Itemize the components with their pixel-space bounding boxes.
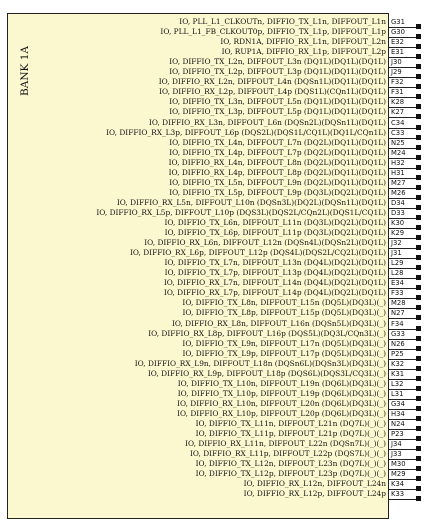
pin-number-label: P23 xyxy=(391,430,404,439)
pin-terminal-icon xyxy=(416,125,421,130)
pin-number-label: L31 xyxy=(391,389,404,398)
pin-number-label: N26 xyxy=(391,339,405,348)
pin-lead-line xyxy=(389,138,418,139)
pin-lead-line xyxy=(389,188,418,189)
pin-function-label: IO, PLL_L1_CLKOUTn, DIFFIO_TX_L1n, DIFFOUT_L1n xyxy=(179,17,386,26)
pin-function-label: IO, DIFFIO_TX_L9n, DIFFOUT_L17n (DQ5L)(DQ3L)(_) xyxy=(182,338,386,348)
pin-function-label: IO, DIFFIO_TX_L5n, DIFFOUT_L9n (DQ2L)(DQ1L)(DQ1L) xyxy=(169,177,386,187)
pin-function-label: IO, DIFFIO_RX_L10n, DIFFOUT_L20n (DQ6L)(DQ3L)(_) xyxy=(177,398,386,408)
pin-terminal-icon xyxy=(416,456,421,461)
pin-function-label: IO, DIFFIO_TX_L2p, DIFFOUT_L3p (DQ1L)(DQ1L)(DQ1L) xyxy=(169,67,386,77)
pin-function-label: IO, DIFFIO_RX_L9p, DIFFOUT_L18p (DQS6L)(DQS3L/CQ3L)(_) xyxy=(147,368,386,378)
pin-function-label: IO, DIFFIO_RX_L12p, DIFFOUT_L24p xyxy=(243,489,386,499)
pin-number-label: N27 xyxy=(391,309,405,318)
pin-terminal-icon xyxy=(416,185,421,190)
pin-terminal-icon xyxy=(416,225,421,230)
pin-terminal-icon xyxy=(416,295,421,300)
pin-function-label: IO, DIFFIO_TX_L10n, DIFFOUT_L19n (DQ6L)(DQ3L)(_) xyxy=(177,378,386,388)
pin-terminal-icon xyxy=(416,436,421,441)
pin-function-label: IO, DIFFIO_RX_L7p, DIFFOUT_L14p (DQ4L)(DQ2L)(DQ1L) xyxy=(163,288,386,298)
pin-number-label: N24 xyxy=(391,420,405,428)
pin-number-label: N25 xyxy=(391,138,405,147)
pin-function-label: IO, DIFFIO_RX_L8p, DIFFOUT_L16p (DQS5L)(DQ3L/CQn3L)(_) xyxy=(148,328,386,338)
pin-lead-line xyxy=(389,469,418,470)
pin-lead-line xyxy=(389,329,418,330)
pin-terminal-icon xyxy=(416,376,421,381)
pin-terminal-icon xyxy=(416,54,421,59)
pin-number-label: L29 xyxy=(391,259,404,268)
pin-number-label: G30 xyxy=(391,28,405,37)
pin-terminal-icon xyxy=(416,195,421,200)
pin-function-label: IO, DIFFIO_TX_L6p, DIFFOUT_L11p (DQ3L)(DQ2L)(DQ1L) xyxy=(164,228,386,238)
pin-number-label: M24 xyxy=(391,148,406,157)
bank-1a-block xyxy=(7,13,389,519)
pin-lead-line xyxy=(389,107,418,108)
pin-terminal-icon xyxy=(416,396,421,401)
pin-lead-line xyxy=(389,499,418,500)
pin-terminal-icon xyxy=(416,255,421,260)
pin-terminal-icon xyxy=(416,336,421,341)
pin-function-label: IO, DIFFIO_TX_L3n, DIFFOUT_L5n (DQ1L)(DQ1L)(DQ1L) xyxy=(169,97,386,107)
pin-lead-line xyxy=(389,318,418,319)
pin-lead-line xyxy=(389,248,418,249)
pin-lead-line xyxy=(389,389,418,390)
pin-terminal-icon xyxy=(416,285,421,290)
pin-number-label: C33 xyxy=(391,128,405,137)
pin-function-label: IO, DIFFIO_RX_L10p, DIFFOUT_L20p (DQ6L)(DQ3L)(_) xyxy=(177,408,386,418)
pin-number-label: G34 xyxy=(391,399,405,408)
pin-lead-line xyxy=(389,117,418,118)
pin-function-label: IO, RUP1A, DIFFIO_RX_L1p, DIFFOUT_L2p xyxy=(221,47,386,57)
pin-lead-line xyxy=(389,87,418,88)
pin-function-label: IO, DIFFIO_RX_L12n, DIFFOUT_L24n xyxy=(243,479,386,489)
pin-number-label: E34 xyxy=(391,279,404,288)
pin-lead-line xyxy=(389,339,418,340)
pin-terminal-icon xyxy=(416,155,421,160)
pin-terminal-icon xyxy=(416,235,421,240)
pin-terminal-icon xyxy=(416,175,421,180)
pin-terminal-icon xyxy=(416,74,421,79)
pin-lead-line xyxy=(389,399,418,400)
pin-number-label: F34 xyxy=(391,319,404,328)
pin-lead-line xyxy=(389,218,418,219)
pin-lead-line xyxy=(389,97,418,98)
pin-lead-line xyxy=(389,208,418,209)
pin-lead-line xyxy=(389,449,418,450)
pin-number-label: J32 xyxy=(391,239,402,248)
pin-number-label: E32 xyxy=(391,38,404,47)
pin-number-label: K29 xyxy=(391,229,405,238)
pin-terminal-icon xyxy=(416,305,421,310)
pin-function-label: IO, DIFFIO_RX_L3p, DIFFOUT_L6p (DQS2L)(DQS1L/CQ1L)(DQ1L/CQn1L) xyxy=(106,127,386,137)
pin-lead-line xyxy=(389,238,418,239)
pin-number-label: J29 xyxy=(391,68,402,77)
pin-terminal-icon xyxy=(416,466,421,471)
pin-terminal-icon xyxy=(416,275,421,280)
pin-number-label: J34 xyxy=(391,440,402,449)
pin-function-label: IO, DIFFIO_TX_L5p, DIFFOUT_L9p (DQ3L)(DQ2L)(DQ1L) xyxy=(169,187,386,197)
pin-lead-line xyxy=(389,439,418,440)
pin-function-label: IO, DIFFIO_TX_L2n, DIFFOUT_L3n (DQ1L)(DQ1L)(DQ1L) xyxy=(169,57,386,67)
pin-lead-line xyxy=(389,369,418,370)
pin-lead-line xyxy=(389,429,418,430)
pin-function-label: IO, DIFFIO_TX_L8n, DIFFOUT_L15n (DQ5L)(DQ3L)(_) xyxy=(182,298,386,308)
pin-terminal-icon xyxy=(416,165,421,170)
pin-terminal-icon xyxy=(416,34,421,39)
pin-lead-line xyxy=(389,168,418,169)
pin-number-label: K31 xyxy=(391,369,405,378)
pin-number-label: H32 xyxy=(391,158,405,167)
pin-number-label: M29 xyxy=(391,470,406,479)
pin-function-label: IO, DIFFIO_RX_L11n, DIFFOUT_L22n (DQSn7L)(_)(_) xyxy=(185,439,386,449)
pin-terminal-icon xyxy=(416,84,421,89)
pin-number-label: K32 xyxy=(391,359,405,368)
pin-terminal-icon xyxy=(416,486,421,491)
pin-lead-line xyxy=(389,459,418,460)
pin-function-label: IO, DIFFIO_TX_L12p, DIFFOUT_L23p (DQ7L)(_)(_) xyxy=(195,469,386,479)
pin-lead-line xyxy=(389,419,418,420)
pin-function-label: IO, DIFFIO_TX_L11n, DIFFOUT_L21n (DQ7L)(_)(_) xyxy=(195,419,386,428)
pin-lead-line xyxy=(389,57,418,58)
pin-function-label: IO, DIFFIO_TX_L10p, DIFFOUT_L19p (DQ6L)(DQ3L)(_) xyxy=(177,388,386,398)
pin-lead-line xyxy=(389,128,418,129)
pin-number-label: M30 xyxy=(391,460,406,469)
pin-lead-line xyxy=(389,268,418,269)
pin-number-label: F33 xyxy=(391,289,404,298)
pin-terminal-icon xyxy=(416,406,421,411)
pin-function-label: IO, DIFFIO_RX_L7n, DIFFOUT_L14n (DQ4L)(DQ2L)(DQ1L) xyxy=(163,278,386,288)
pin-number-label: J30 xyxy=(391,58,402,67)
pin-number-label: L28 xyxy=(391,269,404,278)
pin-function-label: IO, DIFFIO_RX_L6n, DIFFOUT_L12n (DQSn4L)(DQSn2L)(DQ1L) xyxy=(144,238,386,248)
pin-number-label: J33 xyxy=(391,450,402,459)
pin-number-label: J31 xyxy=(391,249,402,258)
pin-number-label: K30 xyxy=(391,219,405,227)
pin-number-label: F31 xyxy=(391,88,404,97)
pin-lead-line xyxy=(389,77,418,78)
pin-terminal-icon xyxy=(416,215,421,220)
pin-terminal-icon xyxy=(416,496,421,501)
pin-function-label: IO, DIFFIO_TX_L7n, DIFFOUT_L13n (DQ4L)(DQ2L)(DQ1L) xyxy=(164,258,386,268)
pin-function-label: IO, DIFFIO_RX_L5p, DIFFOUT_L10p (DQS3L)(DQS2L/CQn2L)(DQS1L/CQ1L) xyxy=(96,207,386,217)
pin-lead-line xyxy=(389,228,418,229)
pin-function-label: IO, DIFFIO_TX_L4n, DIFFOUT_L7n (DQ2L)(DQ1L)(DQ1L) xyxy=(169,137,386,147)
pin-lead-line xyxy=(389,278,418,279)
pin-number-label: H31 xyxy=(391,168,405,177)
pin-terminal-icon xyxy=(416,114,421,119)
pin-number-label: D33 xyxy=(391,208,405,217)
pin-lead-line xyxy=(389,148,418,149)
pin-lead-line xyxy=(389,349,418,350)
pin-terminal-icon xyxy=(416,135,421,140)
pin-lead-line xyxy=(389,489,418,490)
pin-number-label: C34 xyxy=(391,118,405,127)
pin-function-label: IO, DIFFIO_RX_L9n, DIFFOUT_L18n (DQSn6L)(DQSn3L)(DQ3L)(_) xyxy=(134,358,386,368)
pin-lead-line xyxy=(389,47,418,48)
pin-terminal-icon xyxy=(416,366,421,371)
pin-function-label: IO, DIFFIO_RX_L2n, DIFFOUT_L4n (DQSn1L)(DQ1L)(DQ1L) xyxy=(158,77,386,87)
pin-terminal-icon xyxy=(416,346,421,351)
pin-number-label: P25 xyxy=(391,349,404,358)
pin-lead-line xyxy=(389,308,418,309)
pin-number-label: G31 xyxy=(391,18,405,26)
bank-title xyxy=(13,42,37,100)
pin-function-label: IO, PLL_L1_FB_CLKOUT0p, DIFFIO_TX_L1p, DIFFOUT_L1p xyxy=(160,27,386,37)
bank-title-text: BANK 1A xyxy=(19,46,31,96)
pin-function-label: IO, DIFFIO_RX_L6p, DIFFOUT_L12p (DQS4L)(DQS2L/CQ2L)(DQ1L) xyxy=(129,248,386,258)
pin-function-label: IO, DIFFIO_TX_L12n, DIFFOUT_L23n (DQ7L)(_)(_) xyxy=(195,459,386,469)
pin-terminal-icon xyxy=(416,386,421,391)
pin-lead-line xyxy=(389,379,418,380)
pin-function-label: IO, DIFFIO_RX_L4p, DIFFOUT_L8p (DQ2L)(DQ1L)(DQ1L) xyxy=(168,167,386,177)
pin-lead-line xyxy=(389,479,418,480)
pin-function-label: IO, DIFFIO_TX_L11p, DIFFOUT_L21p (DQ7L)(_)(_) xyxy=(195,429,386,439)
pin-number-label: F32 xyxy=(391,78,404,87)
pin-function-label: IO, DIFFIO_RX_L4n, DIFFOUT_L8n (DQ2L)(DQ1L)(DQ1L) xyxy=(168,157,386,167)
pin-terminal-icon xyxy=(416,265,421,270)
pin-terminal-icon xyxy=(416,416,421,421)
pin-lead-line xyxy=(389,37,418,38)
pin-function-label: IO, DIFFIO_RX_L5n, DIFFOUT_L10n (DQSn3L)(DQ2L)(DQSn1L)(DQ1L) xyxy=(116,197,386,207)
pin-number-label: E31 xyxy=(391,48,404,57)
pin-lead-line xyxy=(389,178,418,179)
pin-function-label: IO, DIFFIO_TX_L9p, DIFFOUT_L17p (DQ5L)(DQ3L)(_) xyxy=(182,348,386,358)
pin-terminal-icon xyxy=(416,326,421,331)
pin-function-label: IO, DIFFIO_TX_L7p, DIFFOUT_L13p (DQ4L)(DQ2L)(DQ1L) xyxy=(164,268,386,278)
pin-lead-line xyxy=(389,198,418,199)
pin-number-label: K28 xyxy=(391,98,405,107)
pin-terminal-icon xyxy=(416,205,421,210)
pin-number-label: M26 xyxy=(391,188,406,197)
pin-terminal-icon xyxy=(416,245,421,250)
pin-terminal-icon xyxy=(416,94,421,99)
pin-number-label: D34 xyxy=(391,198,405,207)
pin-number-label: H34 xyxy=(391,409,405,418)
pin-function-label: IO, DIFFIO_RX_L2p, DIFFOUT_L4p (DQS1L)(CQn1L)(DQ1L) xyxy=(159,87,386,97)
pin-lead-line xyxy=(389,298,418,299)
pin-function-label: IO, DIFFIO_TX_L6n, DIFFOUT_L11n (DQ3L)(DQ2L)(DQ1L) xyxy=(164,218,386,227)
pin-lead-line xyxy=(389,158,418,159)
pin-number-label: K27 xyxy=(391,108,405,117)
pin-terminal-icon xyxy=(416,356,421,361)
pin-terminal-icon xyxy=(416,476,421,481)
pin-terminal-icon xyxy=(416,446,421,451)
pin-function-label: IO, DIFFIO_TX_L3p, DIFFOUT_L5p (DQ1L)(DQ1L)(DQ1L) xyxy=(169,107,386,117)
pin-lead-line xyxy=(389,27,418,28)
pin-number-label: M27 xyxy=(391,178,406,187)
pin-terminal-icon xyxy=(416,145,421,150)
pin-terminal-icon xyxy=(416,64,421,69)
pin-lead-line xyxy=(389,409,418,410)
pin-number-label: K33 xyxy=(391,490,405,499)
pin-number-label: M28 xyxy=(391,299,406,308)
pin-number-label: G33 xyxy=(391,329,405,338)
pin-function-label: IO, RDN1A, DIFFIO_RX_L1n, DIFFOUT_L2n xyxy=(220,37,386,47)
pin-lead-line xyxy=(389,288,418,289)
pin-terminal-icon xyxy=(416,24,421,29)
pin-lead-line xyxy=(389,67,418,68)
pin-number-label: L32 xyxy=(391,379,404,388)
pin-lead-line xyxy=(389,258,418,259)
pin-function-label: IO, DIFFIO_TX_L4p, DIFFOUT_L7p (DQ2L)(DQ1L)(DQ1L) xyxy=(169,147,386,157)
pin-function-label: IO, DIFFIO_RX_L11p, DIFFOUT_L22p (DQS7L)(_)(_) xyxy=(189,449,386,459)
pin-function-label: IO, DIFFIO_TX_L8p, DIFFOUT_L15p (DQ5L)(DQ3L)(_) xyxy=(182,308,386,318)
pin-function-label: IO, DIFFIO_RX_L3n, DIFFOUT_L6n (DQSn2L)(DQSn1L)(DQ1L) xyxy=(148,117,386,127)
pin-terminal-icon xyxy=(416,426,421,431)
pin-lead-line xyxy=(389,359,418,360)
pin-function-label: IO, DIFFIO_RX_L8n, DIFFOUT_L16n (DQSn5L)(DQ3L)(_) xyxy=(171,318,386,328)
pin-terminal-icon xyxy=(416,315,421,320)
pin-terminal-icon xyxy=(416,104,421,109)
pin-terminal-icon xyxy=(416,44,421,49)
pin-number-label: K34 xyxy=(391,480,405,489)
